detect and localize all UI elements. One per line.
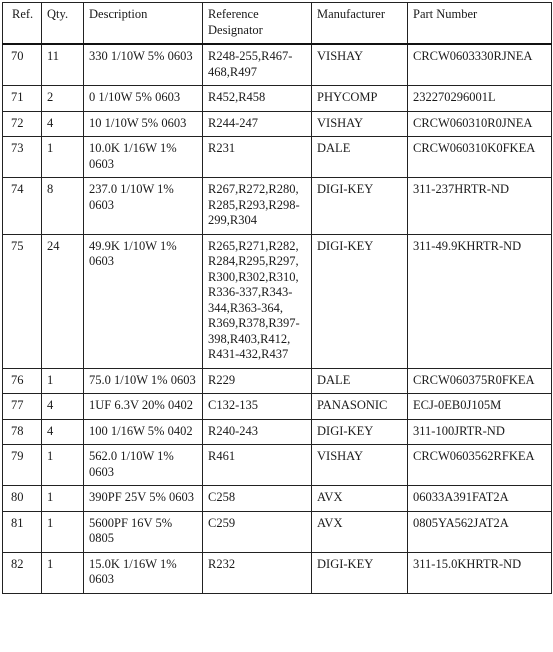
cell-ref: 81 (3, 511, 42, 552)
cell-qty: 1 (42, 511, 84, 552)
cell-description: 100 1/16W 5% 0402 (84, 419, 203, 445)
table-row (3, 552, 552, 593)
cell-part-number: 311-237HRTR-ND (408, 178, 552, 235)
cell-reference-designator: R240-243 (203, 419, 312, 445)
cell-description: 10 1/10W 5% 0603 (84, 111, 203, 137)
cell-manufacturer: AVX (312, 511, 408, 552)
cell-qty: 24 (42, 234, 84, 368)
cell-reference-designator: C258 (203, 486, 312, 512)
bill-of-materials-table (2, 2, 552, 594)
cell-reference-designator: C259 (203, 511, 312, 552)
cell-part-number: 232270296001L (408, 86, 552, 112)
cell-qty: 4 (42, 111, 84, 137)
cell-qty: 1 (42, 368, 84, 394)
cell-ref: 76 (3, 368, 42, 394)
table-row (3, 511, 552, 552)
cell-qty: 4 (42, 419, 84, 445)
table-row (3, 419, 552, 445)
cell-ref: 82 (3, 552, 42, 593)
header-part-number: Part Number (408, 3, 552, 45)
cell-reference-designator: R265,R271,R282, R284,R295,R297, R300,R302,R310, R336-337,R343-344,R363-364, R369,R378,R397-398,R403,R412, R431-432,R437 (203, 234, 312, 368)
cell-qty: 2 (42, 86, 84, 112)
cell-reference-designator: R248-255,R467-468,R497 (203, 44, 312, 86)
cell-part-number: 06033A391FAT2A (408, 486, 552, 512)
header-row (3, 3, 552, 45)
cell-ref: 72 (3, 111, 42, 137)
cell-manufacturer: DIGI-KEY (312, 178, 408, 235)
cell-reference-designator: R461 (203, 445, 312, 486)
cell-description: 75.0 1/10W 1% 0603 (84, 368, 203, 394)
cell-qty: 1 (42, 137, 84, 178)
cell-ref: 79 (3, 445, 42, 486)
table-row (3, 394, 552, 420)
table-row (3, 137, 552, 178)
header-ref: Ref. (3, 3, 42, 45)
table-row (3, 86, 552, 112)
cell-description: 330 1/10W 5% 0603 (84, 44, 203, 86)
cell-qty: 1 (42, 486, 84, 512)
cell-reference-designator: R229 (203, 368, 312, 394)
cell-part-number: CRCW060310R0JNEA (408, 111, 552, 137)
cell-manufacturer: AVX (312, 486, 408, 512)
table-row (3, 368, 552, 394)
cell-description: 10.0K 1/16W 1% 0603 (84, 137, 203, 178)
cell-ref: 73 (3, 137, 42, 178)
cell-part-number: 311-49.9KHRTR-ND (408, 234, 552, 368)
cell-reference-designator: R452,R458 (203, 86, 312, 112)
cell-ref: 71 (3, 86, 42, 112)
cell-qty: 1 (42, 445, 84, 486)
cell-part-number: ECJ-0EB0J105M (408, 394, 552, 420)
cell-qty: 8 (42, 178, 84, 235)
cell-qty: 11 (42, 44, 84, 86)
cell-description: 49.9K 1/10W 1% 0603 (84, 234, 203, 368)
cell-manufacturer: DIGI-KEY (312, 419, 408, 445)
cell-manufacturer: VISHAY (312, 445, 408, 486)
cell-reference-designator: R244-247 (203, 111, 312, 137)
cell-description: 237.0 1/10W 1% 0603 (84, 178, 203, 235)
cell-description: 15.0K 1/16W 1% 0603 (84, 552, 203, 593)
cell-part-number: CRCW0603562RFKEA (408, 445, 552, 486)
cell-description: 390PF 25V 5% 0603 (84, 486, 203, 512)
cell-qty: 4 (42, 394, 84, 420)
table-row (3, 178, 552, 235)
header-description: Description (84, 3, 203, 45)
cell-ref: 78 (3, 419, 42, 445)
table-body (3, 44, 552, 593)
table-row (3, 44, 552, 86)
header-reference-designator: Reference Designator (203, 3, 312, 45)
cell-part-number: 0805YA562JAT2A (408, 511, 552, 552)
cell-part-number: 311-15.0KHRTR-ND (408, 552, 552, 593)
cell-reference-designator: R267,R272,R280, R285,R293,R298-299,R304 (203, 178, 312, 235)
cell-part-number: CRCW0603330RJNEA (408, 44, 552, 86)
cell-description: 0 1/10W 5% 0603 (84, 86, 203, 112)
cell-reference-designator: C132-135 (203, 394, 312, 420)
cell-ref: 77 (3, 394, 42, 420)
cell-part-number: CRCW060310K0FKEA (408, 137, 552, 178)
header-qty: Qty. (42, 3, 84, 45)
table-row (3, 486, 552, 512)
cell-manufacturer: PANASONIC (312, 394, 408, 420)
cell-manufacturer: PHYCOMP (312, 86, 408, 112)
cell-description: 5600PF 16V 5% 0805 (84, 511, 203, 552)
cell-ref: 80 (3, 486, 42, 512)
cell-manufacturer: DALE (312, 368, 408, 394)
cell-manufacturer: DIGI-KEY (312, 234, 408, 368)
cell-ref: 74 (3, 178, 42, 235)
cell-reference-designator: R232 (203, 552, 312, 593)
cell-ref: 70 (3, 44, 42, 86)
header-manufacturer: Manufacturer (312, 3, 408, 45)
cell-qty: 1 (42, 552, 84, 593)
table-row (3, 445, 552, 486)
cell-manufacturer: DALE (312, 137, 408, 178)
cell-manufacturer: VISHAY (312, 111, 408, 137)
cell-ref: 75 (3, 234, 42, 368)
cell-description: 562.0 1/10W 1% 0603 (84, 445, 203, 486)
cell-description: 1UF 6.3V 20% 0402 (84, 394, 203, 420)
table-row (3, 111, 552, 137)
table-row (3, 234, 552, 368)
cell-part-number: 311-100JRTR-ND (408, 419, 552, 445)
cell-part-number: CRCW060375R0FKEA (408, 368, 552, 394)
cell-reference-designator: R231 (203, 137, 312, 178)
cell-manufacturer: VISHAY (312, 44, 408, 86)
cell-manufacturer: DIGI-KEY (312, 552, 408, 593)
